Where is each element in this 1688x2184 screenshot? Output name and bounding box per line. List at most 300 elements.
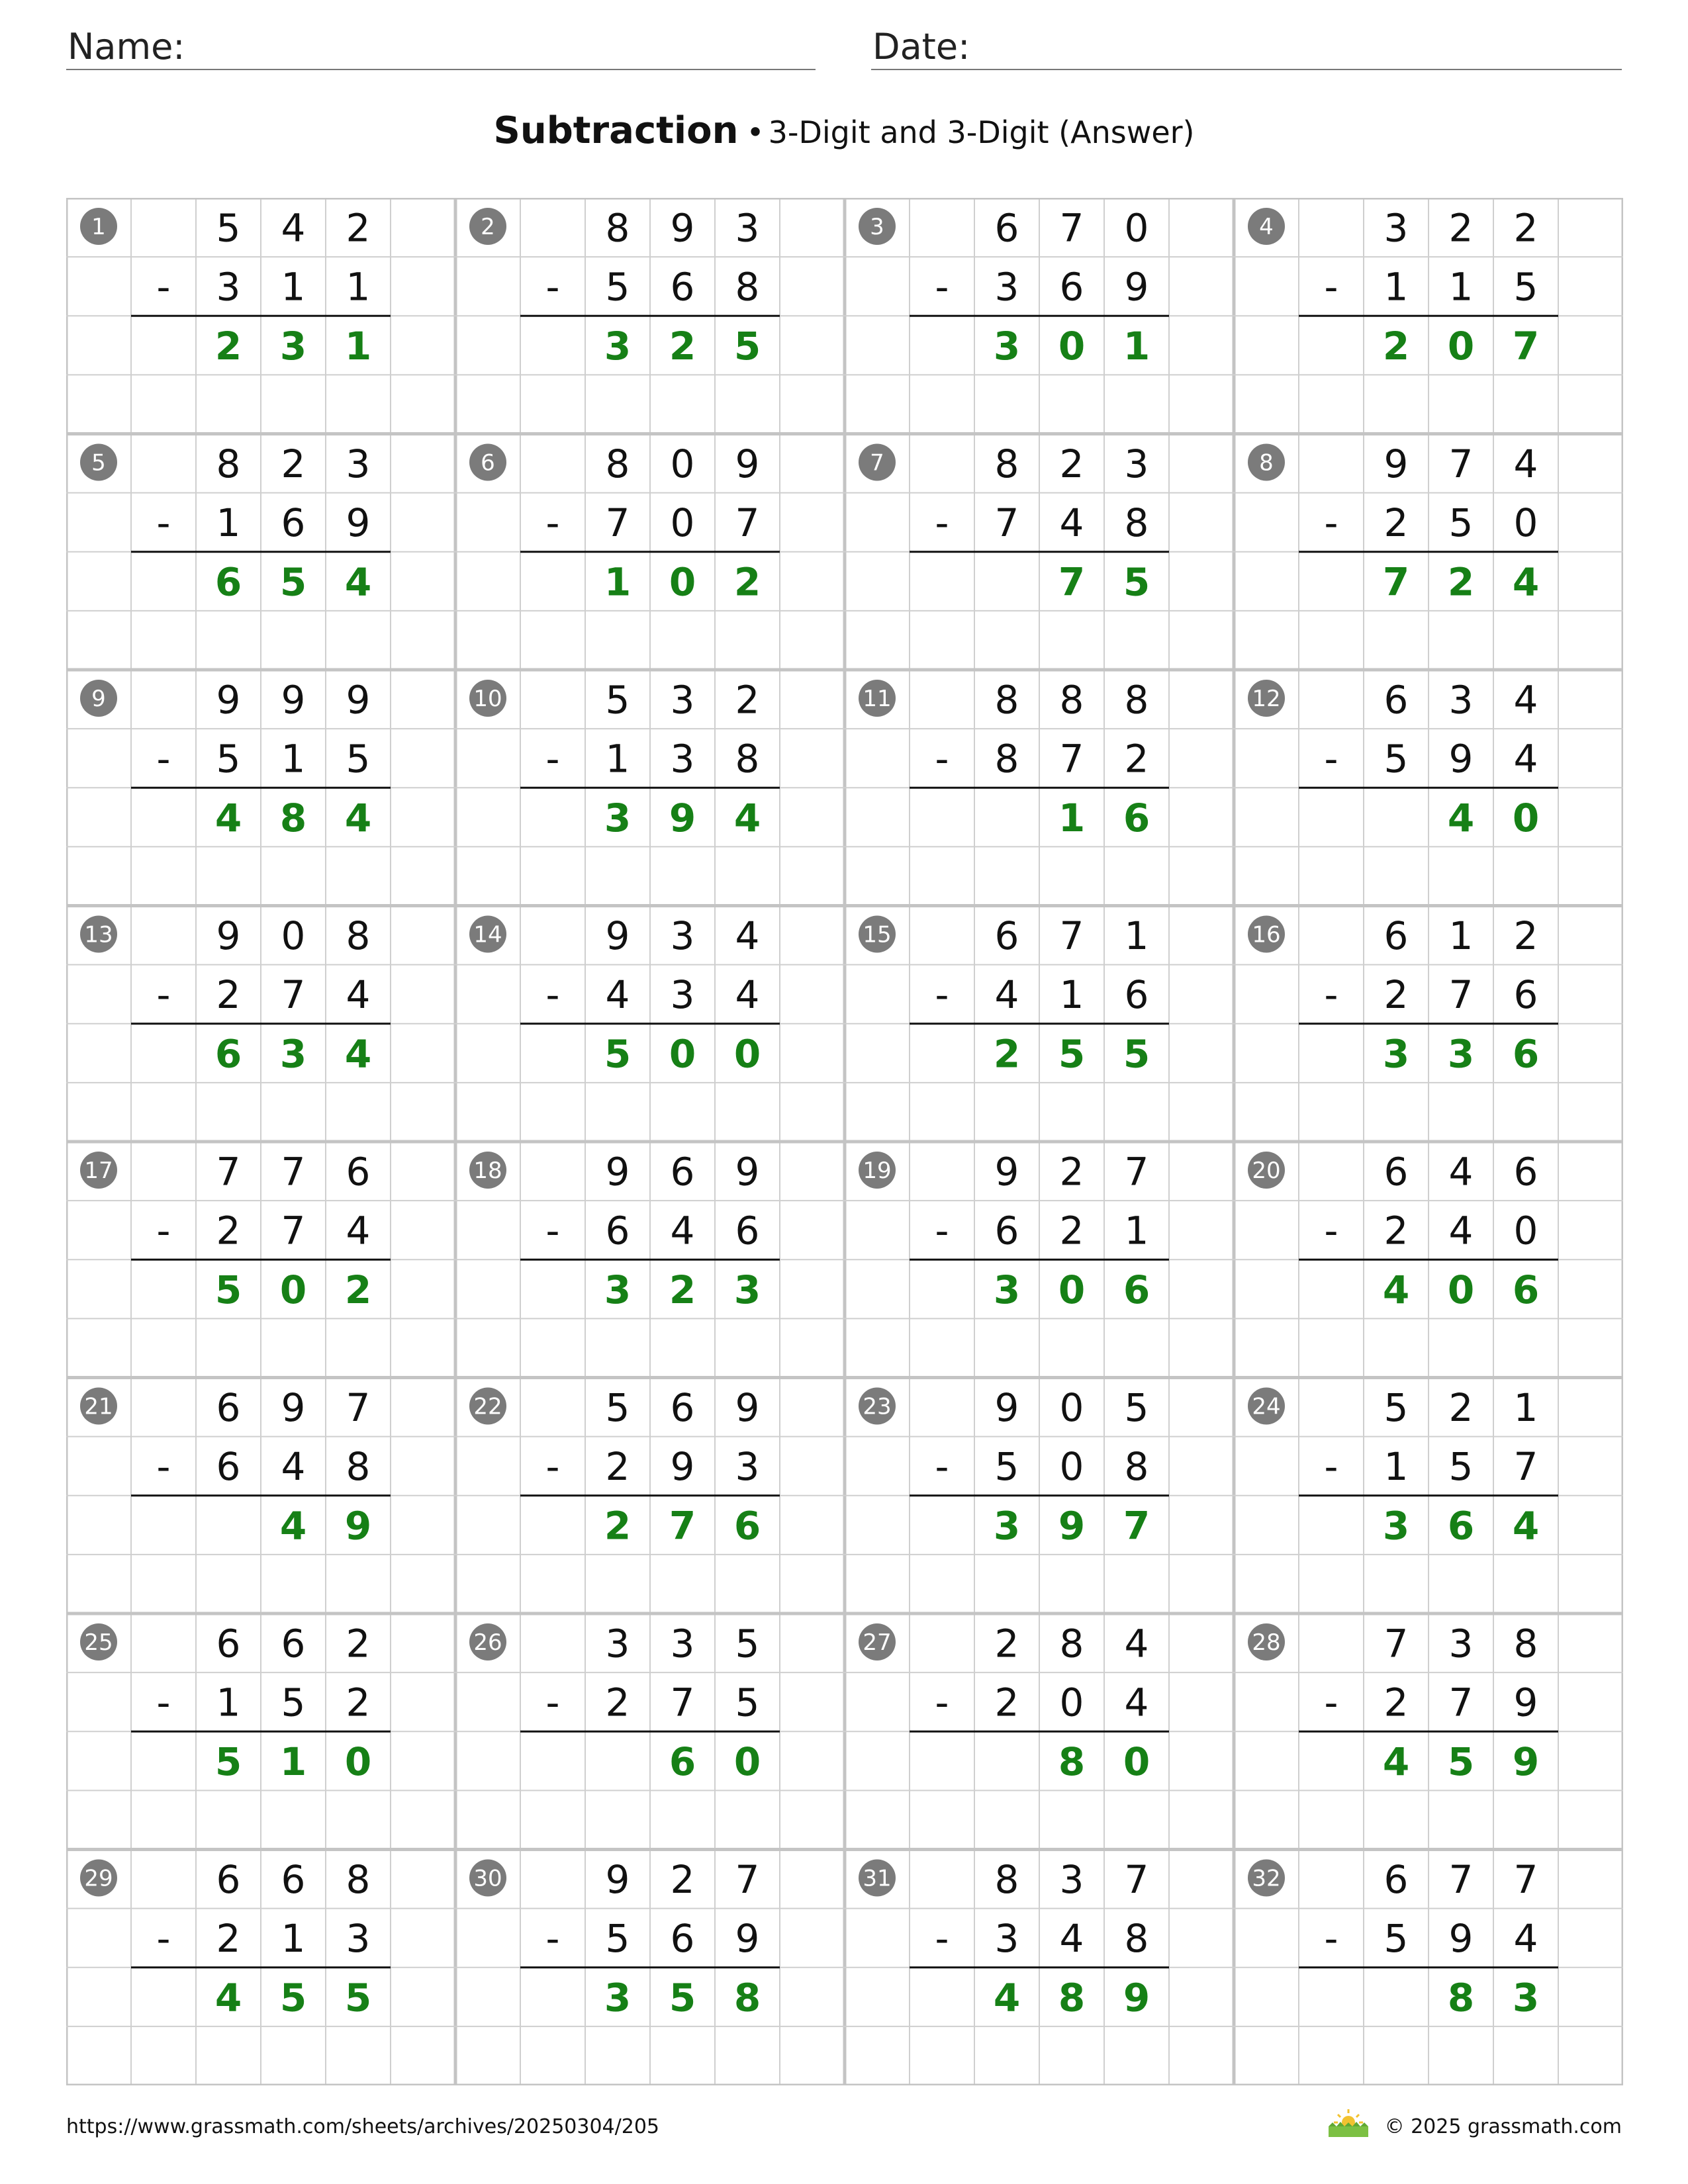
subtrahend-digit: 2: [1383, 1680, 1409, 1725]
minuend-digit: 0: [1124, 205, 1149, 251]
minuend-digit: 6: [346, 1149, 371, 1195]
minuend-digit: 5: [216, 205, 241, 251]
subtrahend-digit: 2: [216, 1916, 241, 1962]
sun-over-grass-icon: [1327, 2108, 1370, 2138]
minus-sign: -: [1324, 1680, 1338, 1725]
minuend-digit: 3: [1383, 205, 1409, 251]
answer-digit: 4: [344, 1031, 372, 1077]
subtrahend-digit: 7: [1513, 1444, 1538, 1490]
minus-sign: -: [545, 1916, 560, 1962]
problem-number: 6: [481, 449, 495, 477]
subtrahend-digit: 5: [1383, 736, 1409, 782]
problem-number: 20: [1252, 1158, 1281, 1184]
subtrahend-digit: 2: [1383, 972, 1409, 1018]
answer-digit: 9: [1512, 1739, 1540, 1784]
subtrahend-digit: 6: [1124, 972, 1149, 1018]
subtrahend-digit: 5: [346, 736, 371, 782]
minus-sign: -: [545, 1680, 560, 1725]
minus-sign: -: [935, 500, 949, 546]
subtrahend-digit: 8: [1124, 500, 1149, 546]
minuend-digit: 8: [1124, 677, 1149, 723]
answer-digit: 9: [1123, 1975, 1150, 2021]
problem-number: 32: [1252, 1865, 1281, 1892]
subtrahend-digit: 2: [1059, 1208, 1084, 1253]
minuend-digit: 9: [1383, 441, 1409, 487]
problem-number: 22: [473, 1393, 502, 1420]
subtrahend-digit: 6: [994, 1208, 1019, 1253]
minus-sign: -: [1324, 972, 1338, 1018]
subtrahend-digit: 0: [670, 500, 695, 546]
subtrahend-digit: 0: [1059, 1680, 1084, 1725]
minuend-digit: 7: [1448, 441, 1474, 487]
problem-number: 15: [863, 921, 892, 948]
minus-sign: -: [935, 1680, 949, 1725]
minuend-digit: 7: [1124, 1857, 1149, 1903]
answer-digit: 4: [993, 1975, 1021, 2021]
subtrahend-digit: 6: [670, 1916, 695, 1962]
minuend-digit: 6: [281, 1857, 306, 1903]
subtrahend-digit: 4: [281, 1444, 306, 1490]
answer-digit: 4: [1512, 1503, 1540, 1549]
minus-sign: -: [545, 500, 560, 546]
minuend-digit: 6: [216, 1857, 241, 1903]
title-bullet: •: [746, 114, 765, 150]
problem-number: 23: [863, 1393, 892, 1420]
answer-digit: 5: [1123, 559, 1150, 605]
answer-digit: 5: [279, 1975, 307, 2021]
subtrahend-digit: 3: [670, 736, 695, 782]
minuend-digit: 6: [1383, 913, 1409, 959]
answer-digit: 1: [279, 1739, 307, 1784]
subtrahend-digit: 9: [670, 1444, 695, 1490]
subtrahend-digit: 2: [346, 1680, 371, 1725]
minuend-digit: 6: [216, 1621, 241, 1666]
subtrahend-digit: 7: [1448, 972, 1474, 1018]
answer-digit: 6: [214, 1031, 242, 1077]
minuend-digit: 2: [346, 205, 371, 251]
answer-digit: 1: [1123, 323, 1150, 369]
answer-digit: 0: [733, 1739, 761, 1784]
date-label: Date:: [872, 26, 970, 68]
subtrahend-digit: 2: [1124, 736, 1149, 782]
answer-digit: 3: [1512, 1975, 1540, 2021]
minuend-digit: 1: [1124, 913, 1149, 959]
minuend-digit: 9: [735, 1385, 760, 1431]
answer-digit: 0: [1058, 1267, 1086, 1312]
answer-digit: 3: [604, 1267, 632, 1312]
answer-digit: 2: [669, 323, 696, 369]
answer-digit: 2: [669, 1267, 696, 1312]
problem-number: 25: [84, 1629, 113, 1656]
problem-number: 14: [473, 921, 502, 948]
minuend-digit: 3: [1448, 1621, 1474, 1666]
subtrahend-digit: 6: [216, 1444, 241, 1490]
problem-number: 11: [863, 686, 892, 712]
subtrahend-digit: 4: [346, 1208, 371, 1253]
subtrahend-digit: 2: [994, 1680, 1019, 1725]
answer-digit: 4: [344, 795, 372, 841]
minuend-digit: 4: [281, 205, 306, 251]
worksheet-grid: [66, 198, 1623, 2085]
minus-sign: -: [545, 736, 560, 782]
minus-sign: -: [1324, 736, 1338, 782]
subtrahend-digit: 4: [670, 1208, 695, 1253]
subtrahend-digit: 0: [1513, 500, 1538, 546]
minuend-digit: 7: [735, 1857, 760, 1903]
answer-digit: 5: [214, 1739, 242, 1784]
minuend-digit: 9: [216, 913, 241, 959]
answer-digit: 3: [733, 1267, 761, 1312]
minus-sign: -: [1324, 1208, 1338, 1253]
title-subtitle: 3-Digit and 3-Digit (Answer): [768, 114, 1195, 150]
subtrahend-digit: 3: [670, 972, 695, 1018]
minuend-digit: 1: [1513, 1385, 1538, 1431]
subtrahend-digit: 3: [216, 264, 241, 310]
answer-digit: 1: [344, 323, 372, 369]
minuend-digit: 2: [1513, 205, 1538, 251]
subtrahend-digit: 3: [735, 1444, 760, 1490]
answer-digit: 0: [669, 1031, 696, 1077]
minuend-digit: 6: [1383, 1857, 1409, 1903]
subtrahend-digit: 7: [281, 1208, 306, 1253]
minuend-digit: 8: [605, 205, 630, 251]
answer-digit: 3: [1382, 1031, 1410, 1077]
minus-sign: -: [545, 264, 560, 310]
answer-digit: 0: [1058, 323, 1086, 369]
page-title: [0, 105, 1688, 159]
answer-digit: 7: [1382, 559, 1410, 605]
minuend-digit: 6: [1383, 1149, 1409, 1195]
minuend-digit: 8: [994, 677, 1019, 723]
minuend-digit: 0: [281, 913, 306, 959]
problem-number: 4: [1259, 214, 1274, 240]
problem-number: 8: [1259, 449, 1274, 477]
answer-digit: 0: [733, 1031, 761, 1077]
minus-sign: -: [1324, 500, 1338, 546]
subtrahend-digit: 4: [1124, 1680, 1149, 1725]
minuend-digit: 2: [346, 1621, 371, 1666]
subtrahend-digit: 3: [994, 264, 1019, 310]
problem-number: 28: [1252, 1629, 1281, 1656]
problem-number: 17: [84, 1158, 113, 1184]
subtrahend-digit: 7: [281, 972, 306, 1018]
subtrahend-digit: 9: [1124, 264, 1149, 310]
subtrahend-digit: 7: [1448, 1680, 1474, 1725]
problem-number: 5: [91, 449, 106, 477]
minuend-digit: 8: [346, 913, 371, 959]
minuend-digit: 2: [1059, 441, 1084, 487]
minus-sign: -: [1324, 1444, 1338, 1490]
minuend-digit: 8: [1513, 1621, 1538, 1666]
minus-sign: -: [935, 972, 949, 1018]
minus-sign: -: [935, 736, 949, 782]
minuend-digit: 3: [1124, 441, 1149, 487]
answer-digit: 2: [1447, 559, 1475, 605]
minuend-digit: 9: [605, 913, 630, 959]
minus-sign: -: [156, 264, 171, 310]
name-field[interactable]: [66, 25, 816, 70]
minuend-digit: 9: [735, 441, 760, 487]
answer-digit: 7: [1123, 1503, 1150, 1549]
subtrahend-digit: 4: [1059, 1916, 1084, 1962]
subtrahend-digit: 2: [605, 1444, 630, 1490]
minus-sign: -: [545, 1208, 560, 1253]
minuend-digit: 5: [1383, 1385, 1409, 1431]
minuend-digit: 7: [1383, 1621, 1409, 1666]
date-field[interactable]: [871, 25, 1622, 70]
answer-digit: 6: [733, 1503, 761, 1549]
minuend-digit: 7: [216, 1149, 241, 1195]
minuend-digit: 9: [216, 677, 241, 723]
minuend-digit: 6: [670, 1149, 695, 1195]
footer-url[interactable]: https://www.grassmath.com/sheets/archives/20250304/205: [66, 2115, 660, 2138]
minuend-digit: 7: [1059, 913, 1084, 959]
subtrahend-digit: 1: [281, 1916, 306, 1962]
minuend-digit: 6: [281, 1621, 306, 1666]
subtrahend-digit: 2: [1383, 500, 1409, 546]
subtrahend-digit: 7: [994, 500, 1019, 546]
minuend-digit: 3: [1448, 677, 1474, 723]
minuend-digit: 9: [670, 205, 695, 251]
subtrahend-digit: 8: [1124, 1916, 1149, 1962]
subtrahend-digit: 2: [216, 972, 241, 1018]
subtrahend-digit: 4: [346, 972, 371, 1018]
minuend-digit: 7: [1448, 1857, 1474, 1903]
minuend-digit: 1: [1448, 913, 1474, 959]
problem-number: 3: [870, 214, 884, 240]
minuend-digit: 5: [605, 677, 630, 723]
subtrahend-digit: 7: [670, 1680, 695, 1725]
answer-digit: 2: [733, 559, 761, 605]
subtrahend-digit: 4: [1513, 736, 1538, 782]
subtrahend-digit: 4: [1513, 1916, 1538, 1962]
problem-number: 21: [84, 1393, 113, 1420]
answer-digit: 3: [1382, 1503, 1410, 1549]
subtrahend-digit: 1: [1059, 972, 1084, 1018]
subtrahend-digit: 5: [1448, 500, 1474, 546]
problem-number: 12: [1252, 686, 1281, 712]
subtrahend-digit: 2: [1383, 1208, 1409, 1253]
minuend-digit: 6: [994, 913, 1019, 959]
minuend-digit: 8: [994, 441, 1019, 487]
answer-digit: 5: [1058, 1031, 1086, 1077]
minuend-digit: 8: [346, 1857, 371, 1903]
minus-sign: -: [156, 1444, 171, 1490]
subtrahend-digit: 9: [735, 1916, 760, 1962]
subtrahend-digit: 5: [1513, 264, 1538, 310]
minuend-digit: 2: [735, 677, 760, 723]
answer-digit: 3: [279, 323, 307, 369]
answer-digit: 0: [279, 1267, 307, 1312]
subtrahend-digit: 9: [1448, 1916, 1474, 1962]
subtrahend-digit: 1: [1383, 1444, 1409, 1490]
subtrahend-digit: 4: [1059, 500, 1084, 546]
minuend-digit: 9: [281, 1385, 306, 1431]
minuend-digit: 7: [281, 1149, 306, 1195]
subtrahend-digit: 1: [1383, 264, 1409, 310]
problem-number: 1: [91, 214, 106, 240]
subtrahend-digit: 7: [1059, 736, 1084, 782]
minus-sign: -: [156, 500, 171, 546]
answer-digit: 2: [1382, 323, 1410, 369]
subtrahend-digit: 7: [735, 500, 760, 546]
answer-digit: 9: [344, 1503, 372, 1549]
minuend-digit: 4: [1124, 1621, 1149, 1666]
answer-digit: 4: [1382, 1739, 1410, 1784]
problem-number: 26: [473, 1629, 502, 1656]
subtrahend-digit: 8: [994, 736, 1019, 782]
answer-digit: 2: [604, 1503, 632, 1549]
subtrahend-digit: 6: [735, 1208, 760, 1253]
answer-digit: 0: [669, 559, 696, 605]
problem-number: 9: [91, 686, 106, 712]
answer-digit: 4: [214, 1975, 242, 2021]
subtrahend-digit: 4: [735, 972, 760, 1018]
minuend-digit: 2: [1448, 1385, 1474, 1431]
minuend-digit: 7: [1059, 205, 1084, 251]
subtrahend-digit: 8: [1124, 1444, 1149, 1490]
minus-sign: -: [156, 972, 171, 1018]
minus-sign: -: [935, 1444, 949, 1490]
answer-digit: 9: [1058, 1503, 1086, 1549]
subtrahend-digit: 4: [605, 972, 630, 1018]
answer-digit: 7: [669, 1503, 696, 1549]
subtrahend-digit: 8: [735, 736, 760, 782]
minus-sign: -: [545, 972, 560, 1018]
minuend-digit: 8: [1059, 1621, 1084, 1666]
problem-number: 13: [84, 921, 113, 948]
answer-digit: 6: [1512, 1267, 1540, 1312]
answer-digit: 9: [669, 795, 696, 841]
minuend-digit: 9: [994, 1385, 1019, 1431]
footer-copyright: © 2025 grassmath.com: [1384, 2115, 1622, 2138]
problem-number: 30: [473, 1865, 502, 1892]
minus-sign: -: [156, 1208, 171, 1253]
minus-sign: -: [156, 1680, 171, 1725]
answer-digit: 2: [214, 323, 242, 369]
subtrahend-digit: 5: [735, 1680, 760, 1725]
problem-number: 18: [473, 1158, 502, 1184]
subtrahend-digit: 5: [216, 736, 241, 782]
minuend-digit: 5: [605, 1385, 630, 1431]
minuend-digit: 0: [1059, 1385, 1084, 1431]
problem-number: 29: [84, 1865, 113, 1892]
problem-number: 16: [1252, 921, 1281, 948]
subtrahend-digit: 6: [670, 264, 695, 310]
answer-digit: 4: [344, 559, 372, 605]
minuend-digit: 9: [605, 1857, 630, 1903]
problem-number: 24: [1252, 1393, 1281, 1420]
minus-sign: -: [935, 1916, 949, 1962]
subtrahend-digit: 6: [1513, 972, 1538, 1018]
answer-digit: 7: [1512, 323, 1540, 369]
answer-digit: 5: [1447, 1739, 1475, 1784]
minuend-digit: 8: [1059, 677, 1084, 723]
answer-digit: 6: [1123, 1267, 1150, 1312]
subtrahend-digit: 9: [1513, 1680, 1538, 1725]
title-main: Subtraction: [493, 109, 739, 152]
subtrahend-digit: 1: [1124, 1208, 1149, 1253]
subtrahend-digit: 5: [1383, 1916, 1409, 1962]
minuend-digit: 8: [994, 1857, 1019, 1903]
answer-digit: 4: [733, 795, 761, 841]
answer-digit: 4: [214, 795, 242, 841]
answer-digit: 5: [604, 1031, 632, 1077]
subtrahend-digit: 5: [994, 1444, 1019, 1490]
subtrahend-digit: 5: [605, 264, 630, 310]
subtrahend-digit: 3: [994, 1916, 1019, 1962]
subtrahend-digit: 6: [1059, 264, 1084, 310]
subtrahend-digit: 6: [281, 500, 306, 546]
subtrahend-digit: 2: [216, 1208, 241, 1253]
answer-digit: 8: [1058, 1739, 1086, 1784]
subtrahend-digit: 7: [605, 500, 630, 546]
answer-digit: 3: [604, 323, 632, 369]
name-label: Name:: [68, 26, 185, 68]
minuend-digit: 2: [1059, 1149, 1084, 1195]
answer-digit: 6: [214, 559, 242, 605]
minuend-digit: 5: [735, 1621, 760, 1666]
answer-digit: 6: [1123, 795, 1150, 841]
answer-digit: 6: [1447, 1503, 1475, 1549]
subtrahend-digit: 6: [605, 1208, 630, 1253]
subtrahend-digit: 2: [605, 1680, 630, 1725]
subtrahend-digit: 4: [1448, 1208, 1474, 1253]
answer-digit: 3: [993, 1267, 1021, 1312]
answer-digit: 4: [1382, 1267, 1410, 1312]
subtrahend-digit: 1: [346, 264, 371, 310]
minuend-digit: 3: [670, 913, 695, 959]
minus-sign: -: [1324, 264, 1338, 310]
minus-sign: -: [545, 1444, 560, 1490]
answer-digit: 5: [733, 323, 761, 369]
minuend-digit: 7: [1513, 1857, 1538, 1903]
answer-digit: 8: [1447, 1975, 1475, 2021]
answer-digit: 5: [279, 559, 307, 605]
answer-digit: 5: [344, 1975, 372, 2021]
minus-sign: -: [156, 1916, 171, 1962]
subtrahend-digit: 8: [735, 264, 760, 310]
subtrahend-digit: 9: [346, 500, 371, 546]
minuend-digit: 4: [735, 913, 760, 959]
minus-sign: -: [935, 1208, 949, 1253]
minuend-digit: 2: [281, 441, 306, 487]
answer-digit: 4: [279, 1503, 307, 1549]
answer-digit: 8: [1058, 1975, 1086, 2021]
subtrahend-digit: 5: [605, 1916, 630, 1962]
subtrahend-digit: 1: [605, 736, 630, 782]
minuend-digit: 9: [735, 1149, 760, 1195]
answer-digit: 8: [733, 1975, 761, 2021]
problem-number: 27: [863, 1629, 892, 1656]
subtrahend-digit: 1: [216, 500, 241, 546]
minus-sign: -: [156, 736, 171, 782]
minuend-digit: 7: [1124, 1149, 1149, 1195]
answer-digit: 4: [1512, 559, 1540, 605]
minuend-digit: 4: [1513, 677, 1538, 723]
answer-digit: 5: [1123, 1031, 1150, 1077]
subtrahend-digit: 4: [994, 972, 1019, 1018]
problem-number: 2: [481, 214, 495, 240]
minuend-digit: 6: [216, 1385, 241, 1431]
answer-digit: 3: [604, 1975, 632, 2021]
subtrahend-digit: 9: [1448, 736, 1474, 782]
subtrahend-digit: 5: [1448, 1444, 1474, 1490]
answer-digit: 0: [1447, 1267, 1475, 1312]
minuend-digit: 3: [670, 677, 695, 723]
minuend-digit: 9: [281, 677, 306, 723]
minuend-digit: 8: [605, 441, 630, 487]
